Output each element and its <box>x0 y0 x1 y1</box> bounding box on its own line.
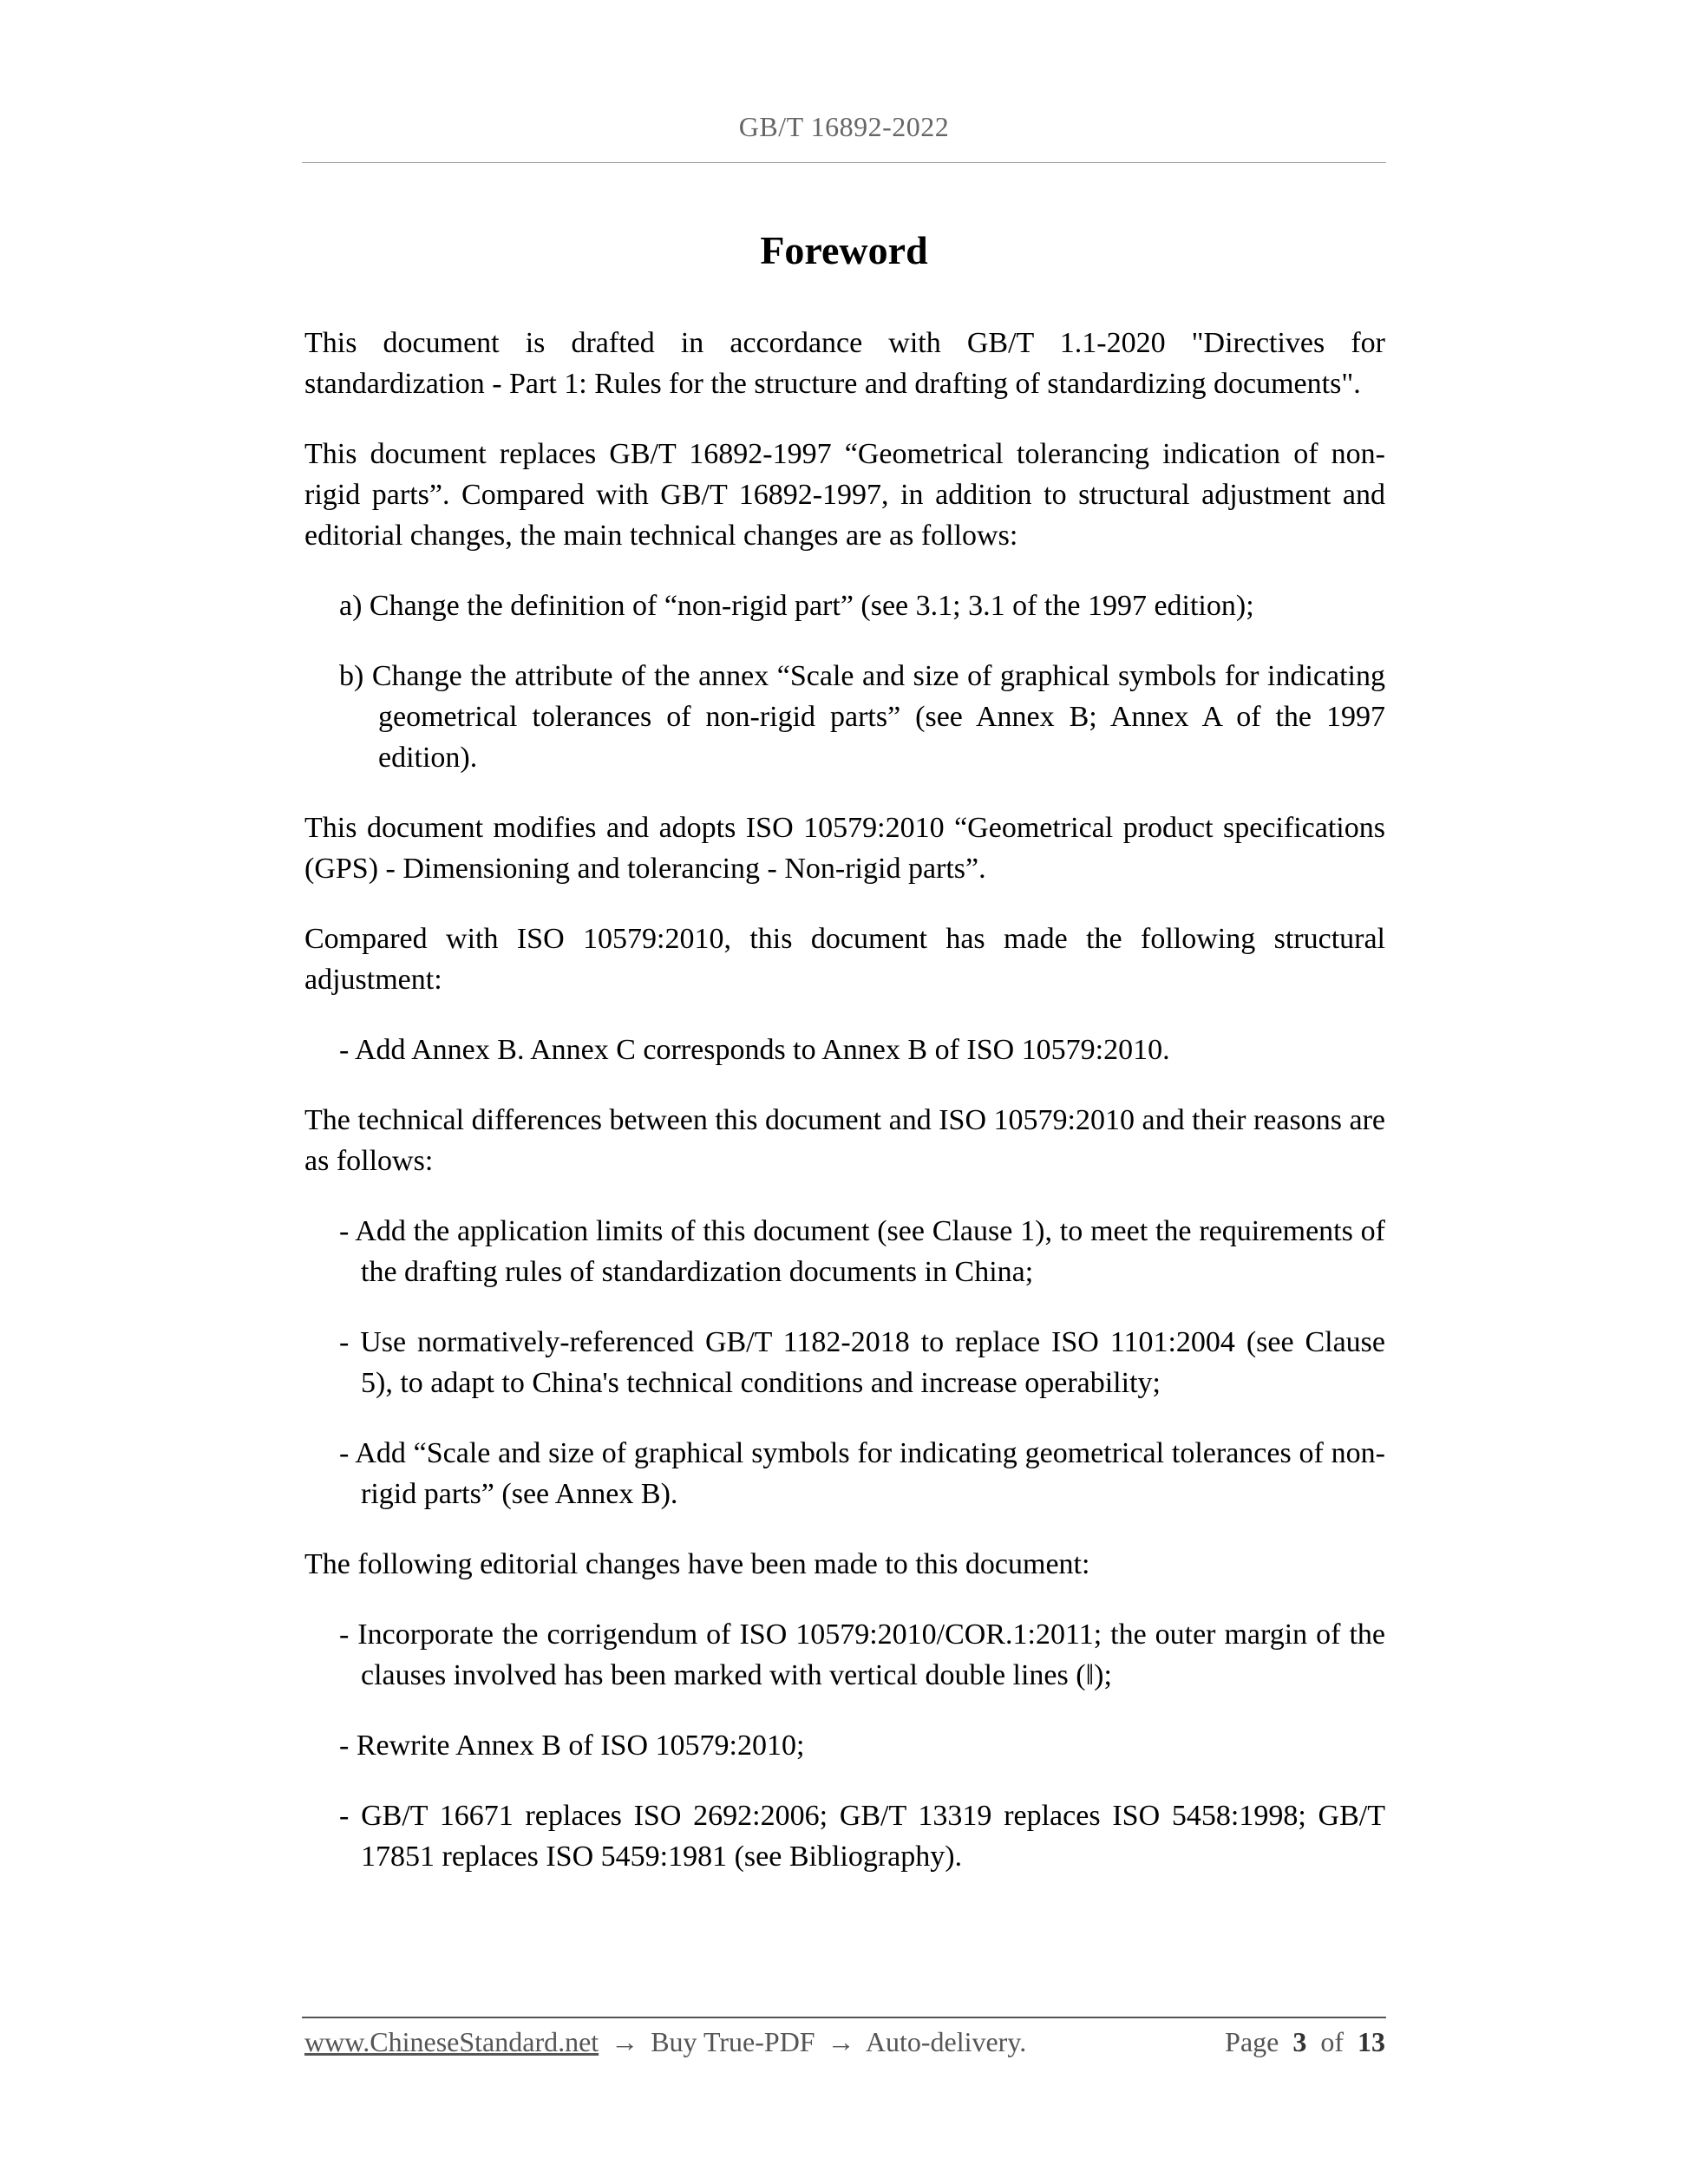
footer-promo <box>304 2023 1026 2061</box>
paragraph-adoption: This document modifies and adopts ISO 10579:2010 “Geometrical product specifications (GPS) - Dimensioning and tolerancing - Non-rigid parts”. <box>304 812 1385 885</box>
page-total: 13 <box>1358 2026 1385 2057</box>
list-item: - Add “Scale and size of graphical symbols for indicating geometrical tolerances of non-rigid parts” (see Annex B). <box>339 1437 1385 1510</box>
paragraph-replaces: This document replaces GB/T 16892-1997 “Geometrical tolerancing indication of non-rigid parts”. Compared with GB/T 16892-1997, in addition to structural adjustment and editorial changes, the main technical changes are as follows: <box>304 438 1385 552</box>
paragraph-structural-adjustment: Compared with ISO 10579:2010, this document has made the following structural adjustment: <box>304 923 1385 996</box>
paragraph-editorial-changes: The following editorial changes have been made to this document: <box>304 1548 1090 1580</box>
right-arrow-icon: → <box>611 2026 639 2057</box>
list-item: b) Change the attribute of the annex “Scale and size of graphical symbols for indicating geometrical tolerances of non-rigid parts” (see Annex B; Annex A of the 1997 edition). <box>339 660 1385 774</box>
buy-text: Buy True-PDF <box>651 2026 815 2057</box>
right-arrow-icon: → <box>827 2026 855 2057</box>
paragraph-drafting-directives: This document is drafted in accordance with GB/T 1.1-2020 "Directives for standardization - Part 1: Rules for the structure and drafting of standardizing documents". <box>304 327 1385 400</box>
list-item: - GB/T 16671 replaces ISO 2692:2006; GB/T 13319 replaces ISO 5458:1998; GB/T 17851 replaces ISO 5459:1981 (see Bibliography). <box>339 1800 1385 1873</box>
list-item: a) Change the definition of “non-rigid part” (see 3.1; 3.1 of the 1997 edition); <box>339 590 1254 622</box>
list-item: - Use normatively-referenced GB/T 1182-2018 to replace ISO 1101:2004 (see Clause 5), to adapt to China's technical conditions and increase operability; <box>339 1326 1385 1399</box>
header-divider <box>302 162 1386 163</box>
page-current: 3 <box>1292 2026 1307 2057</box>
header-standard-number: GB/T 16892-2022 <box>738 111 950 142</box>
list-item: - Add Annex B. Annex C corresponds to Annex B of ISO 10579:2010. <box>339 1034 1170 1066</box>
site-link[interactable]: www.ChineseStandard.net <box>304 2026 599 2057</box>
paragraph-technical-differences: The technical differences between this document and ISO 10579:2010 and their reasons are as follows: <box>304 1104 1385 1177</box>
page-number <box>1225 2023 1385 2061</box>
footer-divider <box>302 2017 1386 2018</box>
delivery-text: Auto-delivery. <box>865 2026 1027 2057</box>
list-item: - Add the application limits of this document (see Clause 1), to meet the requirements of the drafting rules of standardization documents in China; <box>339 1215 1385 1288</box>
page-word: Page <box>1225 2026 1279 2057</box>
document-body <box>304 323 1385 1906</box>
list-item: - Rewrite Annex B of ISO 10579:2010; <box>339 1730 805 1762</box>
page-title: Foreword <box>760 228 928 272</box>
list-item: - Incorporate the corrigendum of ISO 10579:2010/COR.1:2011; the outer margin of the clauses involved has been marked with vertical double lines (‖); <box>339 1618 1385 1691</box>
of-word: of <box>1320 2026 1344 2057</box>
